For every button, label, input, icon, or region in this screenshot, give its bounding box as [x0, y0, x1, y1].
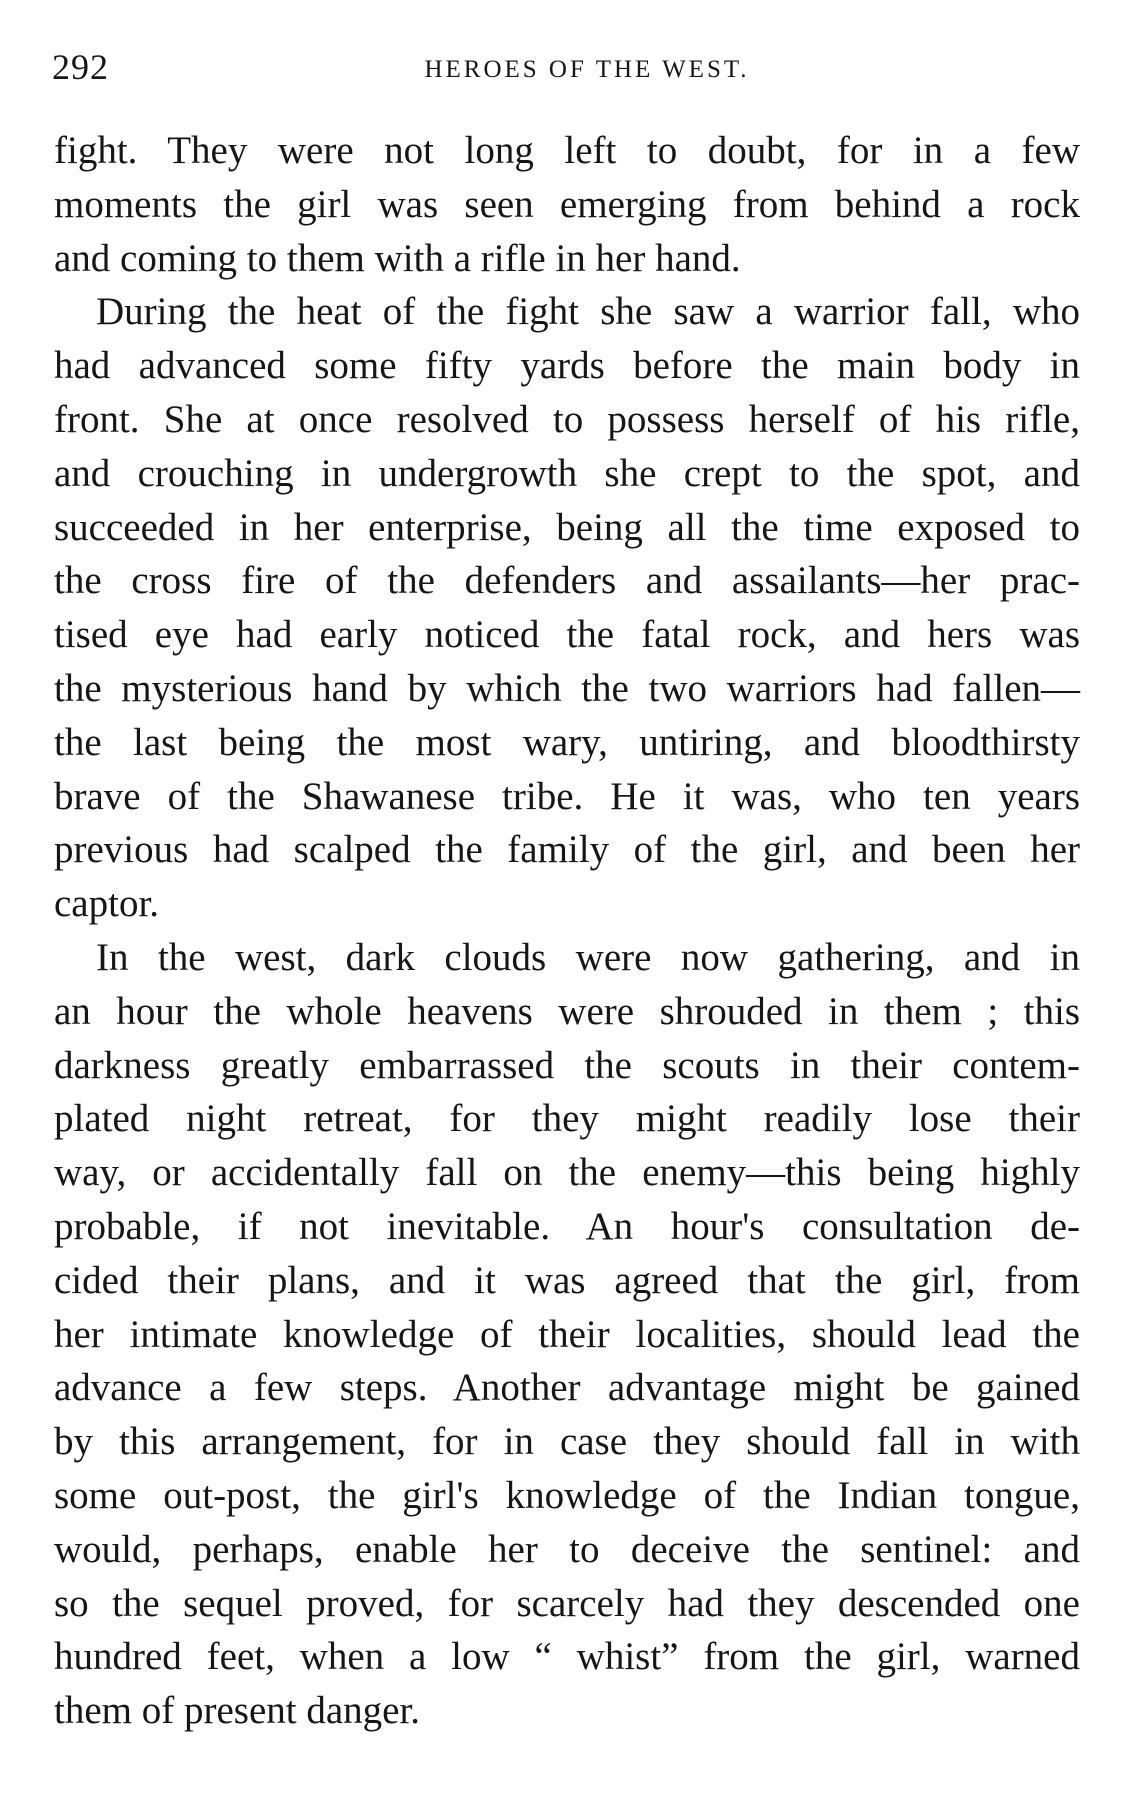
text-line: them of present danger.	[54, 1689, 421, 1733]
text-line: captor.	[54, 882, 160, 926]
page-header	[52, 42, 1082, 92]
text-line: cided their plans, and it was agreed that the girl, from	[54, 1258, 1080, 1302]
text-line: succeeded in her enterprise, being all the time exposed to	[54, 505, 1080, 549]
text-line: fight. They were not long left to doubt, for in a few	[54, 129, 1080, 172]
text-line: some out-post, the girl's knowledge of the Indian tongue,	[54, 1473, 1080, 1517]
text-line: advance a few steps. Another advantage might be gained	[54, 1366, 1080, 1410]
text-line: the mysterious hand by which the two warriors had fallen—	[54, 666, 1080, 710]
text-line: tised eye had early noticed the fatal rock, and hers was	[54, 613, 1080, 657]
text-line: way, or accidentally fall on the enemy—this being highly	[54, 1151, 1080, 1195]
body-text	[54, 124, 1080, 1738]
text-line: the last being the most wary, untiring, and bloodthirsty	[54, 720, 1080, 764]
text-line: her intimate knowledge of their localities, should lead the	[54, 1312, 1080, 1356]
text-line: brave of the Shawanese tribe. He it was, who ten years	[54, 774, 1080, 818]
text-line: and coming to them with a rifle in her hand.	[54, 236, 741, 280]
text-line: previous had scalped the family of the girl, and been her	[54, 828, 1080, 872]
text-line: had advanced some fifty yards before the main body in	[54, 344, 1080, 388]
text-line: In the west, dark clouds were now gathering, and in	[96, 935, 1080, 979]
text-line: hundred feet, when a low “ whist” from the girl, warned	[54, 1635, 1080, 1679]
text-line: and crouching in undergrowth she crept to the spot, and	[54, 451, 1080, 495]
text-line: moments the girl was seen emerging from behind a rock	[54, 182, 1080, 226]
text-line: darkness greatly embarrassed the scouts in their contem-	[54, 1043, 1080, 1087]
text-line: so the sequel proved, for scarcely had they descended one	[54, 1581, 1080, 1625]
text-line: by this arrangement, for in case they should fall in with	[54, 1420, 1080, 1464]
text-line: plated night retreat, for they might readily lose their	[54, 1097, 1080, 1141]
running-head: HEROES OF THE WEST.	[424, 56, 750, 83]
text-line: probable, if not inevitable. An hour's consultation de-	[54, 1204, 1080, 1248]
page-number: 292	[52, 47, 109, 87]
text-line: the cross fire of the defenders and assailants—her prac-	[54, 559, 1080, 603]
text-line: an hour the whole heavens were shrouded in them ; this	[54, 989, 1080, 1033]
text-line: would, perhaps, enable her to deceive the sentinel: and	[54, 1527, 1080, 1571]
text-line: front. She at once resolved to possess herself of his rifle,	[54, 397, 1080, 441]
text-line: During the heat of the fight she saw a warrior fall, who	[96, 290, 1080, 334]
